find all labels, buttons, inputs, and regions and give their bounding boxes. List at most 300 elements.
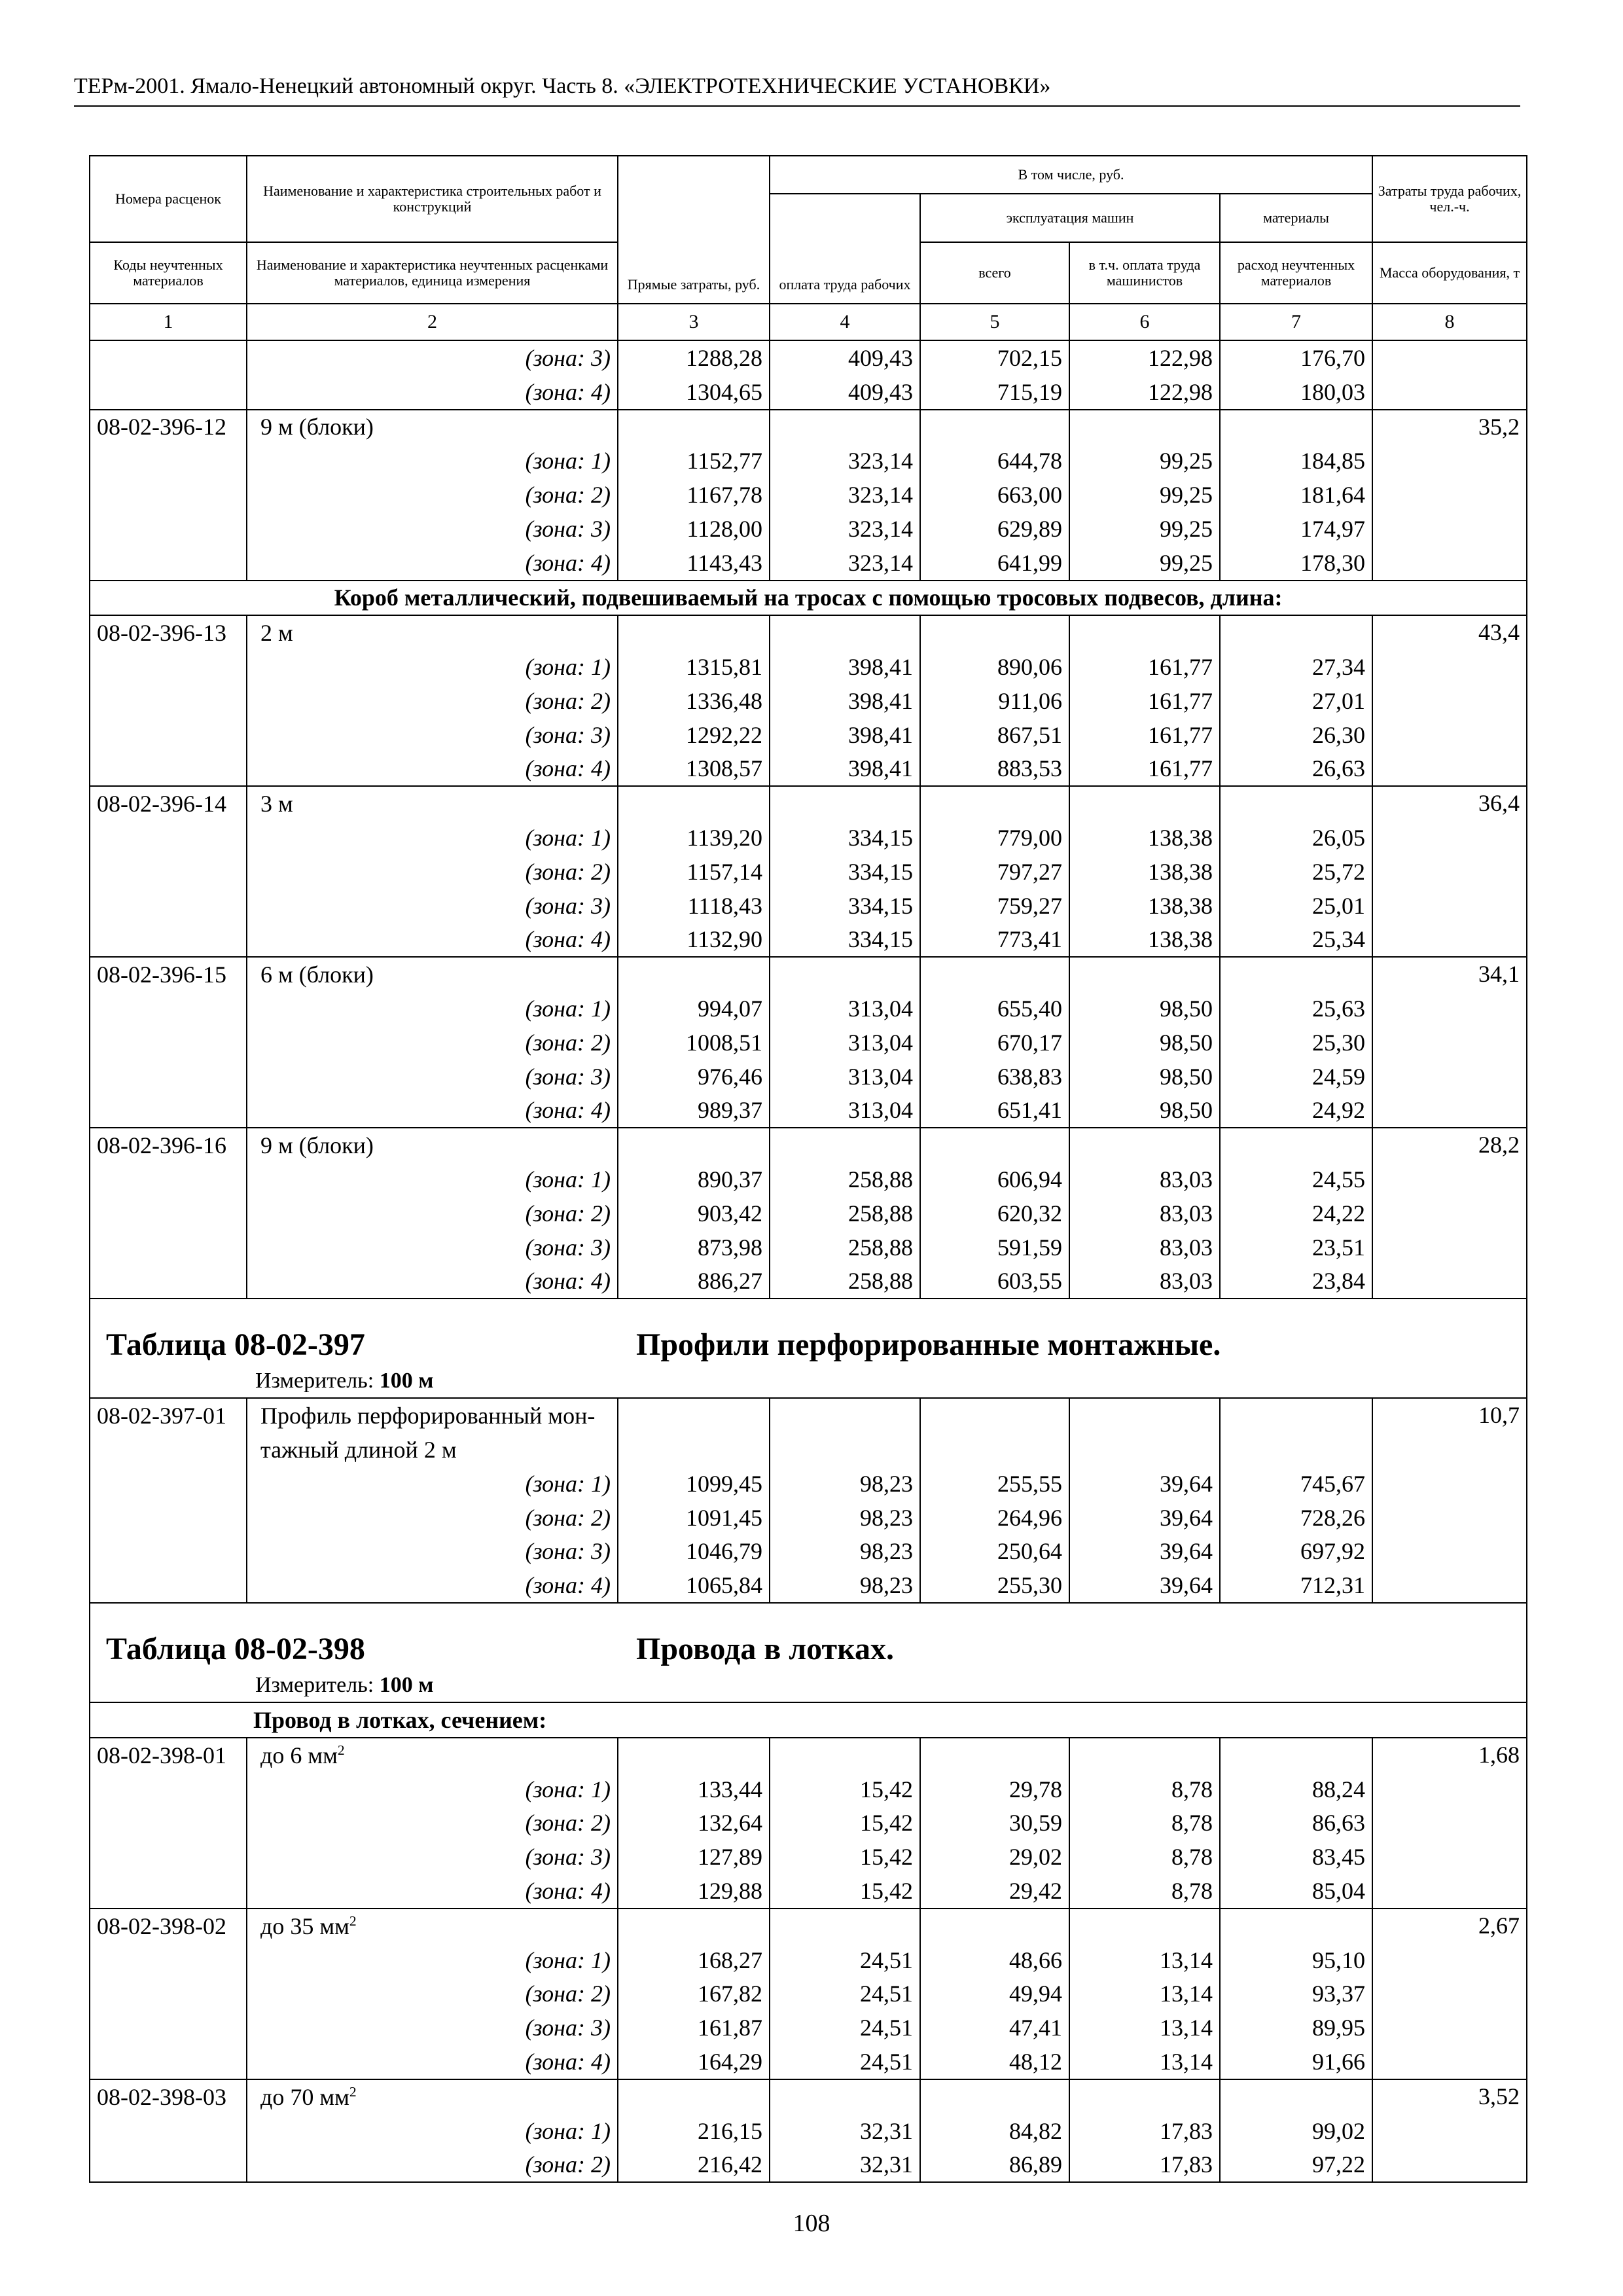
rate-code (90, 889, 247, 923)
col-number: 2 (247, 304, 618, 340)
machines-labor (1069, 1738, 1220, 1772)
labor-cost (1372, 650, 1527, 684)
labor-cost: 43,4 (1372, 615, 1527, 650)
table-row (90, 375, 1527, 410)
materials (1220, 1433, 1372, 1467)
unit-superscript: 2 (337, 1742, 345, 1758)
direct-cost: 1046,79 (618, 1535, 770, 1569)
machines-labor: 8,78 (1069, 1772, 1220, 1806)
rate-code (90, 650, 247, 684)
rate-code (90, 546, 247, 581)
table-row (90, 718, 1527, 752)
col-materials2-header: расход неучтенных материалов (1220, 242, 1372, 304)
table-row (90, 1738, 1527, 1772)
measure-line (90, 1365, 1526, 1397)
col-name2-header: Наименование и характеристика неучтенных расценками материалов, единица измерения (247, 242, 618, 304)
direct-cost: 1143,43 (618, 546, 770, 581)
machines-total (920, 1433, 1069, 1467)
machines-total: 715,19 (920, 375, 1069, 410)
machines-labor (1069, 1128, 1220, 1162)
table-row (90, 1568, 1527, 1603)
table-row (90, 752, 1527, 787)
table-row (90, 650, 1527, 684)
table-row (90, 340, 1527, 375)
labor-pay: 15,42 (770, 1772, 920, 1806)
col-number: 4 (770, 304, 920, 340)
table-row (90, 1943, 1527, 1977)
col-labor-pay-header: оплата труда рабочих (770, 194, 920, 304)
rate-code (90, 1501, 247, 1535)
table-caption (90, 1603, 1527, 1702)
col-number: 1 (90, 304, 247, 340)
labor-cost (1372, 375, 1527, 410)
machines-labor: 83,03 (1069, 1230, 1220, 1265)
machines-total: 638,83 (920, 1060, 1069, 1094)
materials: 26,05 (1220, 821, 1372, 855)
labor-cost (1372, 855, 1527, 889)
direct-cost: 903,42 (618, 1196, 770, 1230)
direct-cost: 1304,65 (618, 375, 770, 410)
machines-labor: 83,03 (1069, 1162, 1220, 1196)
unit-superscript: 2 (349, 2083, 357, 2100)
work-name: (зона: 1) (247, 1162, 618, 1196)
table-row (90, 1535, 1527, 1569)
direct-cost: 994,07 (618, 992, 770, 1026)
rate-code (90, 1162, 247, 1196)
work-name-text: Профиль перфорированный мон- (260, 1403, 596, 1429)
labor-cost (1372, 1162, 1527, 1196)
materials (1220, 786, 1372, 821)
work-name: (зона: 4) (247, 923, 618, 958)
labor-pay: 323,14 (770, 512, 920, 546)
table-caption (90, 1299, 1527, 1398)
direct-cost: 1099,45 (618, 1467, 770, 1501)
labor-pay (770, 1909, 920, 1943)
table-row (90, 478, 1527, 512)
machines-total: 250,64 (920, 1535, 1069, 1569)
machines-total (920, 1128, 1069, 1162)
labor-cost (1372, 752, 1527, 787)
rate-code: 08-02-398-03 (90, 2079, 247, 2114)
rate-code (90, 718, 247, 752)
materials: 728,26 (1220, 1501, 1372, 1535)
labor-pay: 15,42 (770, 1840, 920, 1874)
work-name (247, 1398, 618, 1433)
machines-labor: 8,78 (1069, 1806, 1220, 1840)
direct-cost: 1118,43 (618, 889, 770, 923)
materials: 23,51 (1220, 1230, 1372, 1265)
machines-total: 779,00 (920, 821, 1069, 855)
column-numbers-row (90, 304, 1527, 340)
machines-total (920, 786, 1069, 821)
labor-pay: 24,51 (770, 1977, 920, 2011)
machines-labor: 39,64 (1069, 1535, 1220, 1569)
materials: 24,55 (1220, 1162, 1372, 1196)
work-name-text: 6 м (блоки) (260, 961, 374, 988)
labor-cost (1372, 2011, 1527, 2045)
work-name: (зона: 1) (247, 1772, 618, 1806)
labor-pay: 323,14 (770, 444, 920, 478)
labor-cost (1372, 1230, 1527, 1265)
labor-cost: 3,52 (1372, 2079, 1527, 2114)
table-row (90, 615, 1527, 650)
table-row (90, 1806, 1527, 1840)
rate-code (90, 1977, 247, 2011)
machines-total: 86,89 (920, 2147, 1069, 2182)
labor-pay: 398,41 (770, 684, 920, 718)
work-name (247, 410, 618, 444)
machines-total: 655,40 (920, 992, 1069, 1026)
work-name: (зона: 1) (247, 650, 618, 684)
materials: 25,72 (1220, 855, 1372, 889)
machines-labor: 98,50 (1069, 1060, 1220, 1094)
rate-code (90, 2114, 247, 2148)
work-name: (зона: 4) (247, 546, 618, 581)
table-title: Таблица 08-02-398 (106, 1632, 365, 1667)
work-name: (зона: 2) (247, 1806, 618, 1840)
work-name-text: до 35 мм (260, 1912, 349, 1939)
header-row-1 (90, 156, 1527, 194)
labor-cost (1372, 444, 1527, 478)
machines-total (920, 1398, 1069, 1433)
labor-pay (770, 2079, 920, 2114)
materials: 25,30 (1220, 1026, 1372, 1060)
materials (1220, 1128, 1372, 1162)
direct-cost: 1167,78 (618, 478, 770, 512)
labor-cost (1372, 1026, 1527, 1060)
work-name (247, 1128, 618, 1162)
machines-total: 702,15 (920, 340, 1069, 375)
machines-labor: 161,77 (1069, 752, 1220, 787)
machines-labor (1069, 615, 1220, 650)
rate-code: 08-02-396-15 (90, 957, 247, 992)
labor-pay: 24,51 (770, 2045, 920, 2079)
materials: 26,30 (1220, 718, 1372, 752)
running-header: ТЕРм-2001. Ямало-Ненецкий автономный округ. Часть 8. «ЭЛЕКТРОТЕХНИЧЕСКИЕ УСТАНОВКИ» (74, 74, 1051, 98)
machines-labor: 138,38 (1069, 821, 1220, 855)
work-name: (зона: 4) (247, 752, 618, 787)
work-name (247, 1433, 618, 1467)
table-row (90, 2079, 1527, 2114)
col-machines-total-header: всего (920, 242, 1069, 304)
labor-cost (1372, 1196, 1527, 1230)
table-row (90, 1467, 1527, 1501)
work-name: (зона: 2) (247, 478, 618, 512)
labor-pay (770, 786, 920, 821)
materials (1220, 1909, 1372, 1943)
table-row (90, 2114, 1527, 2148)
rate-code (90, 444, 247, 478)
rate-code: 08-02-396-13 (90, 615, 247, 650)
labor-pay: 323,14 (770, 546, 920, 581)
direct-cost: 168,27 (618, 1943, 770, 1977)
labor-pay: 98,23 (770, 1467, 920, 1501)
table-row (90, 855, 1527, 889)
direct-cost: 989,37 (618, 1094, 770, 1128)
machines-total: 606,94 (920, 1162, 1069, 1196)
rate-code (90, 2045, 247, 2079)
work-name-text: 3 м (260, 791, 293, 817)
machines-labor: 98,50 (1069, 1094, 1220, 1128)
work-name: (зона: 2) (247, 2147, 618, 2182)
machines-labor (1069, 1909, 1220, 1943)
materials (1220, 410, 1372, 444)
direct-cost: 127,89 (618, 1840, 770, 1874)
direct-cost (618, 957, 770, 992)
rate-code (90, 1772, 247, 1806)
direct-cost: 1292,22 (618, 718, 770, 752)
labor-cost (1372, 821, 1527, 855)
rate-code (90, 821, 247, 855)
labor-cost (1372, 512, 1527, 546)
machines-total (920, 1909, 1069, 1943)
materials: 180,03 (1220, 375, 1372, 410)
table-row (90, 410, 1527, 444)
machines-total: 670,17 (920, 1026, 1069, 1060)
table-row (90, 2147, 1527, 2182)
labor-cost: 10,7 (1372, 1398, 1527, 1433)
labor-pay: 409,43 (770, 340, 920, 375)
rate-code: 08-02-398-01 (90, 1738, 247, 1772)
work-name: (зона: 3) (247, 1840, 618, 1874)
machines-total: 644,78 (920, 444, 1069, 478)
rate-code (90, 1806, 247, 1840)
labor-pay: 398,41 (770, 718, 920, 752)
materials: 26,63 (1220, 752, 1372, 787)
table-row (90, 1230, 1527, 1265)
work-name: (зона: 2) (247, 1196, 618, 1230)
machines-total: 255,55 (920, 1467, 1069, 1501)
materials: 99,02 (1220, 2114, 1372, 2148)
labor-cost (1372, 718, 1527, 752)
labor-cost (1372, 1874, 1527, 1909)
work-name: (зона: 4) (247, 2045, 618, 2079)
direct-cost: 886,27 (618, 1265, 770, 1299)
machines-total: 663,00 (920, 478, 1069, 512)
col-name-header: Наименование и характеристика строительных работ и конструкций (247, 156, 618, 242)
table-row (90, 1162, 1527, 1196)
table-row (90, 1977, 1527, 2011)
labor-cost (1372, 1467, 1527, 1501)
labor-pay: 258,88 (770, 1265, 920, 1299)
col-labor-cost-header: Затраты труда рабочих, чел.-ч. (1372, 156, 1527, 242)
machines-labor: 161,77 (1069, 718, 1220, 752)
labor-pay: 313,04 (770, 1094, 920, 1128)
machines-labor (1069, 1398, 1220, 1433)
rate-code (90, 992, 247, 1026)
rate-code (90, 1196, 247, 1230)
direct-cost: 976,46 (618, 1060, 770, 1094)
table-row (90, 1702, 1527, 1738)
rate-code (90, 1094, 247, 1128)
work-name (247, 1738, 618, 1772)
table-row (90, 444, 1527, 478)
labor-cost (1372, 1772, 1527, 1806)
table-row (90, 1909, 1527, 1943)
rate-code: 08-02-396-14 (90, 786, 247, 821)
labor-pay: 15,42 (770, 1874, 920, 1909)
labor-pay: 323,14 (770, 478, 920, 512)
table-row (90, 957, 1527, 992)
machines-total (920, 1738, 1069, 1772)
direct-cost: 1308,57 (618, 752, 770, 787)
table-row (90, 889, 1527, 923)
col-number: 3 (618, 304, 770, 340)
section-heading: Короб металлический, подвешиваемый на тросах с помощью тросовых подвесов, длина: (90, 581, 1527, 616)
work-name: (зона: 3) (247, 889, 618, 923)
table-description: Провода в лотках. (636, 1632, 895, 1667)
labor-cost (1372, 1568, 1527, 1603)
machines-labor: 83,03 (1069, 1196, 1220, 1230)
work-name: (зона: 1) (247, 1467, 618, 1501)
work-name: (зона: 3) (247, 1535, 618, 1569)
rate-code (90, 1230, 247, 1265)
direct-cost: 1288,28 (618, 340, 770, 375)
labor-pay: 334,15 (770, 923, 920, 958)
col-incl-header: В том числе, руб. (770, 156, 1372, 194)
direct-cost: 132,64 (618, 1806, 770, 1840)
labor-cost (1372, 1094, 1527, 1128)
labor-pay: 32,31 (770, 2114, 920, 2148)
work-name: (зона: 3) (247, 1060, 618, 1094)
machines-total: 890,06 (920, 650, 1069, 684)
labor-cost (1372, 2045, 1527, 2079)
table-row (90, 1265, 1527, 1299)
labor-pay: 313,04 (770, 992, 920, 1026)
direct-cost: 1008,51 (618, 1026, 770, 1060)
rate-code (90, 684, 247, 718)
direct-cost (618, 410, 770, 444)
work-name: (зона: 4) (247, 375, 618, 410)
labor-pay: 398,41 (770, 650, 920, 684)
materials: 178,30 (1220, 546, 1372, 581)
labor-pay: 334,15 (770, 821, 920, 855)
work-name: (зона: 2) (247, 1501, 618, 1535)
empty-cell (90, 1702, 247, 1738)
labor-cost: 35,2 (1372, 410, 1527, 444)
machines-total (920, 615, 1069, 650)
direct-cost: 873,98 (618, 1230, 770, 1265)
table-row (90, 684, 1527, 718)
materials: 97,22 (1220, 2147, 1372, 2182)
work-name-text: 9 м (блоки) (260, 414, 374, 440)
measure-line (90, 1669, 1526, 1702)
labor-pay: 398,41 (770, 752, 920, 787)
machines-total: 47,41 (920, 2011, 1069, 2045)
rate-code (90, 855, 247, 889)
work-name-text: 2 м (260, 620, 293, 647)
table-row (90, 1026, 1527, 1060)
work-name: (зона: 4) (247, 1265, 618, 1299)
rate-code (90, 752, 247, 787)
machines-labor: 138,38 (1069, 889, 1220, 923)
direct-cost: 1157,14 (618, 855, 770, 889)
rate-code: 08-02-398-02 (90, 1909, 247, 1943)
rate-code (90, 340, 247, 375)
machines-labor: 17,83 (1069, 2114, 1220, 2148)
measure-value: 100 м (379, 1369, 434, 1393)
labor-cost (1372, 1943, 1527, 1977)
col-number: 8 (1372, 304, 1527, 340)
materials: 89,95 (1220, 2011, 1372, 2045)
labor-pay: 24,51 (770, 1943, 920, 1977)
machines-total: 29,42 (920, 1874, 1069, 1909)
work-name: (зона: 1) (247, 1943, 618, 1977)
work-name: (зона: 1) (247, 2114, 618, 2148)
machines-labor: 17,83 (1069, 2147, 1220, 2182)
materials: 23,84 (1220, 1265, 1372, 1299)
labor-pay (770, 1433, 920, 1467)
labor-pay (770, 410, 920, 444)
labor-pay: 258,88 (770, 1230, 920, 1265)
col-direct-header: Прямые затраты, руб. (618, 156, 770, 304)
machines-labor: 13,14 (1069, 1943, 1220, 1977)
direct-cost: 164,29 (618, 2045, 770, 2079)
rate-code (90, 1568, 247, 1603)
unit-superscript: 2 (349, 1912, 357, 1929)
machines-labor: 13,14 (1069, 2011, 1220, 2045)
table-row (90, 1603, 1527, 1702)
direct-cost (618, 1433, 770, 1467)
labor-cost (1372, 1840, 1527, 1874)
labor-pay: 258,88 (770, 1196, 920, 1230)
direct-cost (618, 1738, 770, 1772)
labor-pay: 98,23 (770, 1501, 920, 1535)
col-machines-header: эксплуатация машин (920, 194, 1220, 242)
direct-cost: 890,37 (618, 1162, 770, 1196)
labor-cost (1372, 340, 1527, 375)
materials: 712,31 (1220, 1568, 1372, 1603)
direct-cost: 1132,90 (618, 923, 770, 958)
work-name: (зона: 1) (247, 821, 618, 855)
machines-labor: 13,14 (1069, 1977, 1220, 2011)
materials: 88,24 (1220, 1772, 1372, 1806)
table-row (90, 1060, 1527, 1094)
machines-total: 773,41 (920, 923, 1069, 958)
work-name (247, 615, 618, 650)
direct-cost: 1091,45 (618, 1501, 770, 1535)
work-name: (зона: 3) (247, 512, 618, 546)
labor-cost: 2,67 (1372, 1909, 1527, 1943)
machines-total: 49,94 (920, 1977, 1069, 2011)
machines-labor: 13,14 (1069, 2045, 1220, 2079)
machines-labor: 39,64 (1069, 1501, 1220, 1535)
direct-cost: 216,42 (618, 2147, 770, 2182)
labor-cost: 36,4 (1372, 786, 1527, 821)
direct-cost: 1336,48 (618, 684, 770, 718)
machines-total: 255,30 (920, 1568, 1069, 1603)
work-name: (зона: 2) (247, 1977, 618, 2011)
rate-code (90, 1840, 247, 1874)
measure-value: 100 м (379, 1673, 434, 1698)
materials: 25,34 (1220, 923, 1372, 958)
direct-cost (618, 1128, 770, 1162)
machines-total: 30,59 (920, 1806, 1069, 1840)
page-number: 108 (793, 2210, 830, 2237)
machines-labor: 98,50 (1069, 992, 1220, 1026)
labor-pay (770, 615, 920, 650)
table-row (90, 1874, 1527, 1909)
work-name: (зона: 3) (247, 2011, 618, 2045)
materials: 25,63 (1220, 992, 1372, 1026)
machines-total: 911,06 (920, 684, 1069, 718)
materials: 85,04 (1220, 1874, 1372, 1909)
col-code-header: Номера расценок (90, 156, 247, 242)
machines-labor: 122,98 (1069, 375, 1220, 410)
direct-cost: 1152,77 (618, 444, 770, 478)
table-row (90, 1840, 1527, 1874)
direct-cost (618, 615, 770, 650)
